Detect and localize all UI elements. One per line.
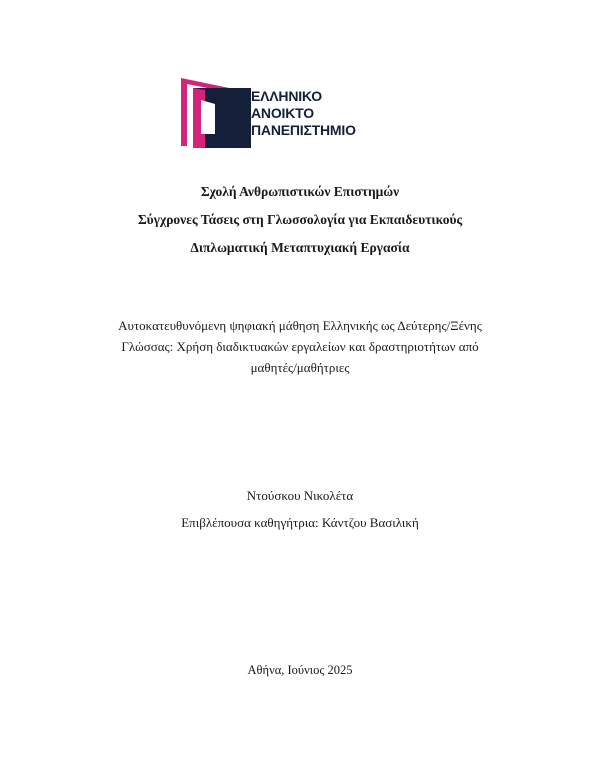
place-date: Αθήνα, Ιούνιος 2025	[247, 663, 353, 677]
school-name: Σχολή Ανθρωπιστικών Επιστημών	[200, 184, 400, 199]
logo-mark-icon	[181, 78, 251, 148]
logo-wordmark	[251, 88, 356, 139]
supervisor-name: Επιβλέπουσα καθηγήτρια: Κάντζου Βασιλική	[181, 515, 419, 530]
thesis-type: Διπλωματική Μεταπτυχιακή Εργασία	[190, 240, 410, 255]
thesis-title-line-1: Αυτοκατευθυνόμενη ψηφιακή μάθηση Ελληνικής ως Δεύτερης/Ξένης	[118, 318, 482, 333]
logo-line-1: ΕΛΛΗΝΙΚΟ	[251, 88, 322, 104]
thesis-title-line-3: μαθητές/μαθήτριες	[250, 360, 350, 375]
logo-line-2: ΑΝΟΙΚΤΟ	[251, 105, 314, 121]
thesis-title-line-2: Γλώσσας: Χρήση διαδικτυακών εργαλείων και δραστηριοτήτων από	[121, 339, 479, 354]
university-logo	[181, 78, 361, 148]
logo-line-3: ΠΑΝΕΠΙΣΤΗΜΙΟ	[251, 122, 356, 138]
program-name: Σύγχρονες Τάσεις στη Γλωσσολογία για Εκπαιδευτικούς	[137, 212, 463, 227]
author-name: Ντούσκου Νικολέτα	[246, 488, 354, 503]
